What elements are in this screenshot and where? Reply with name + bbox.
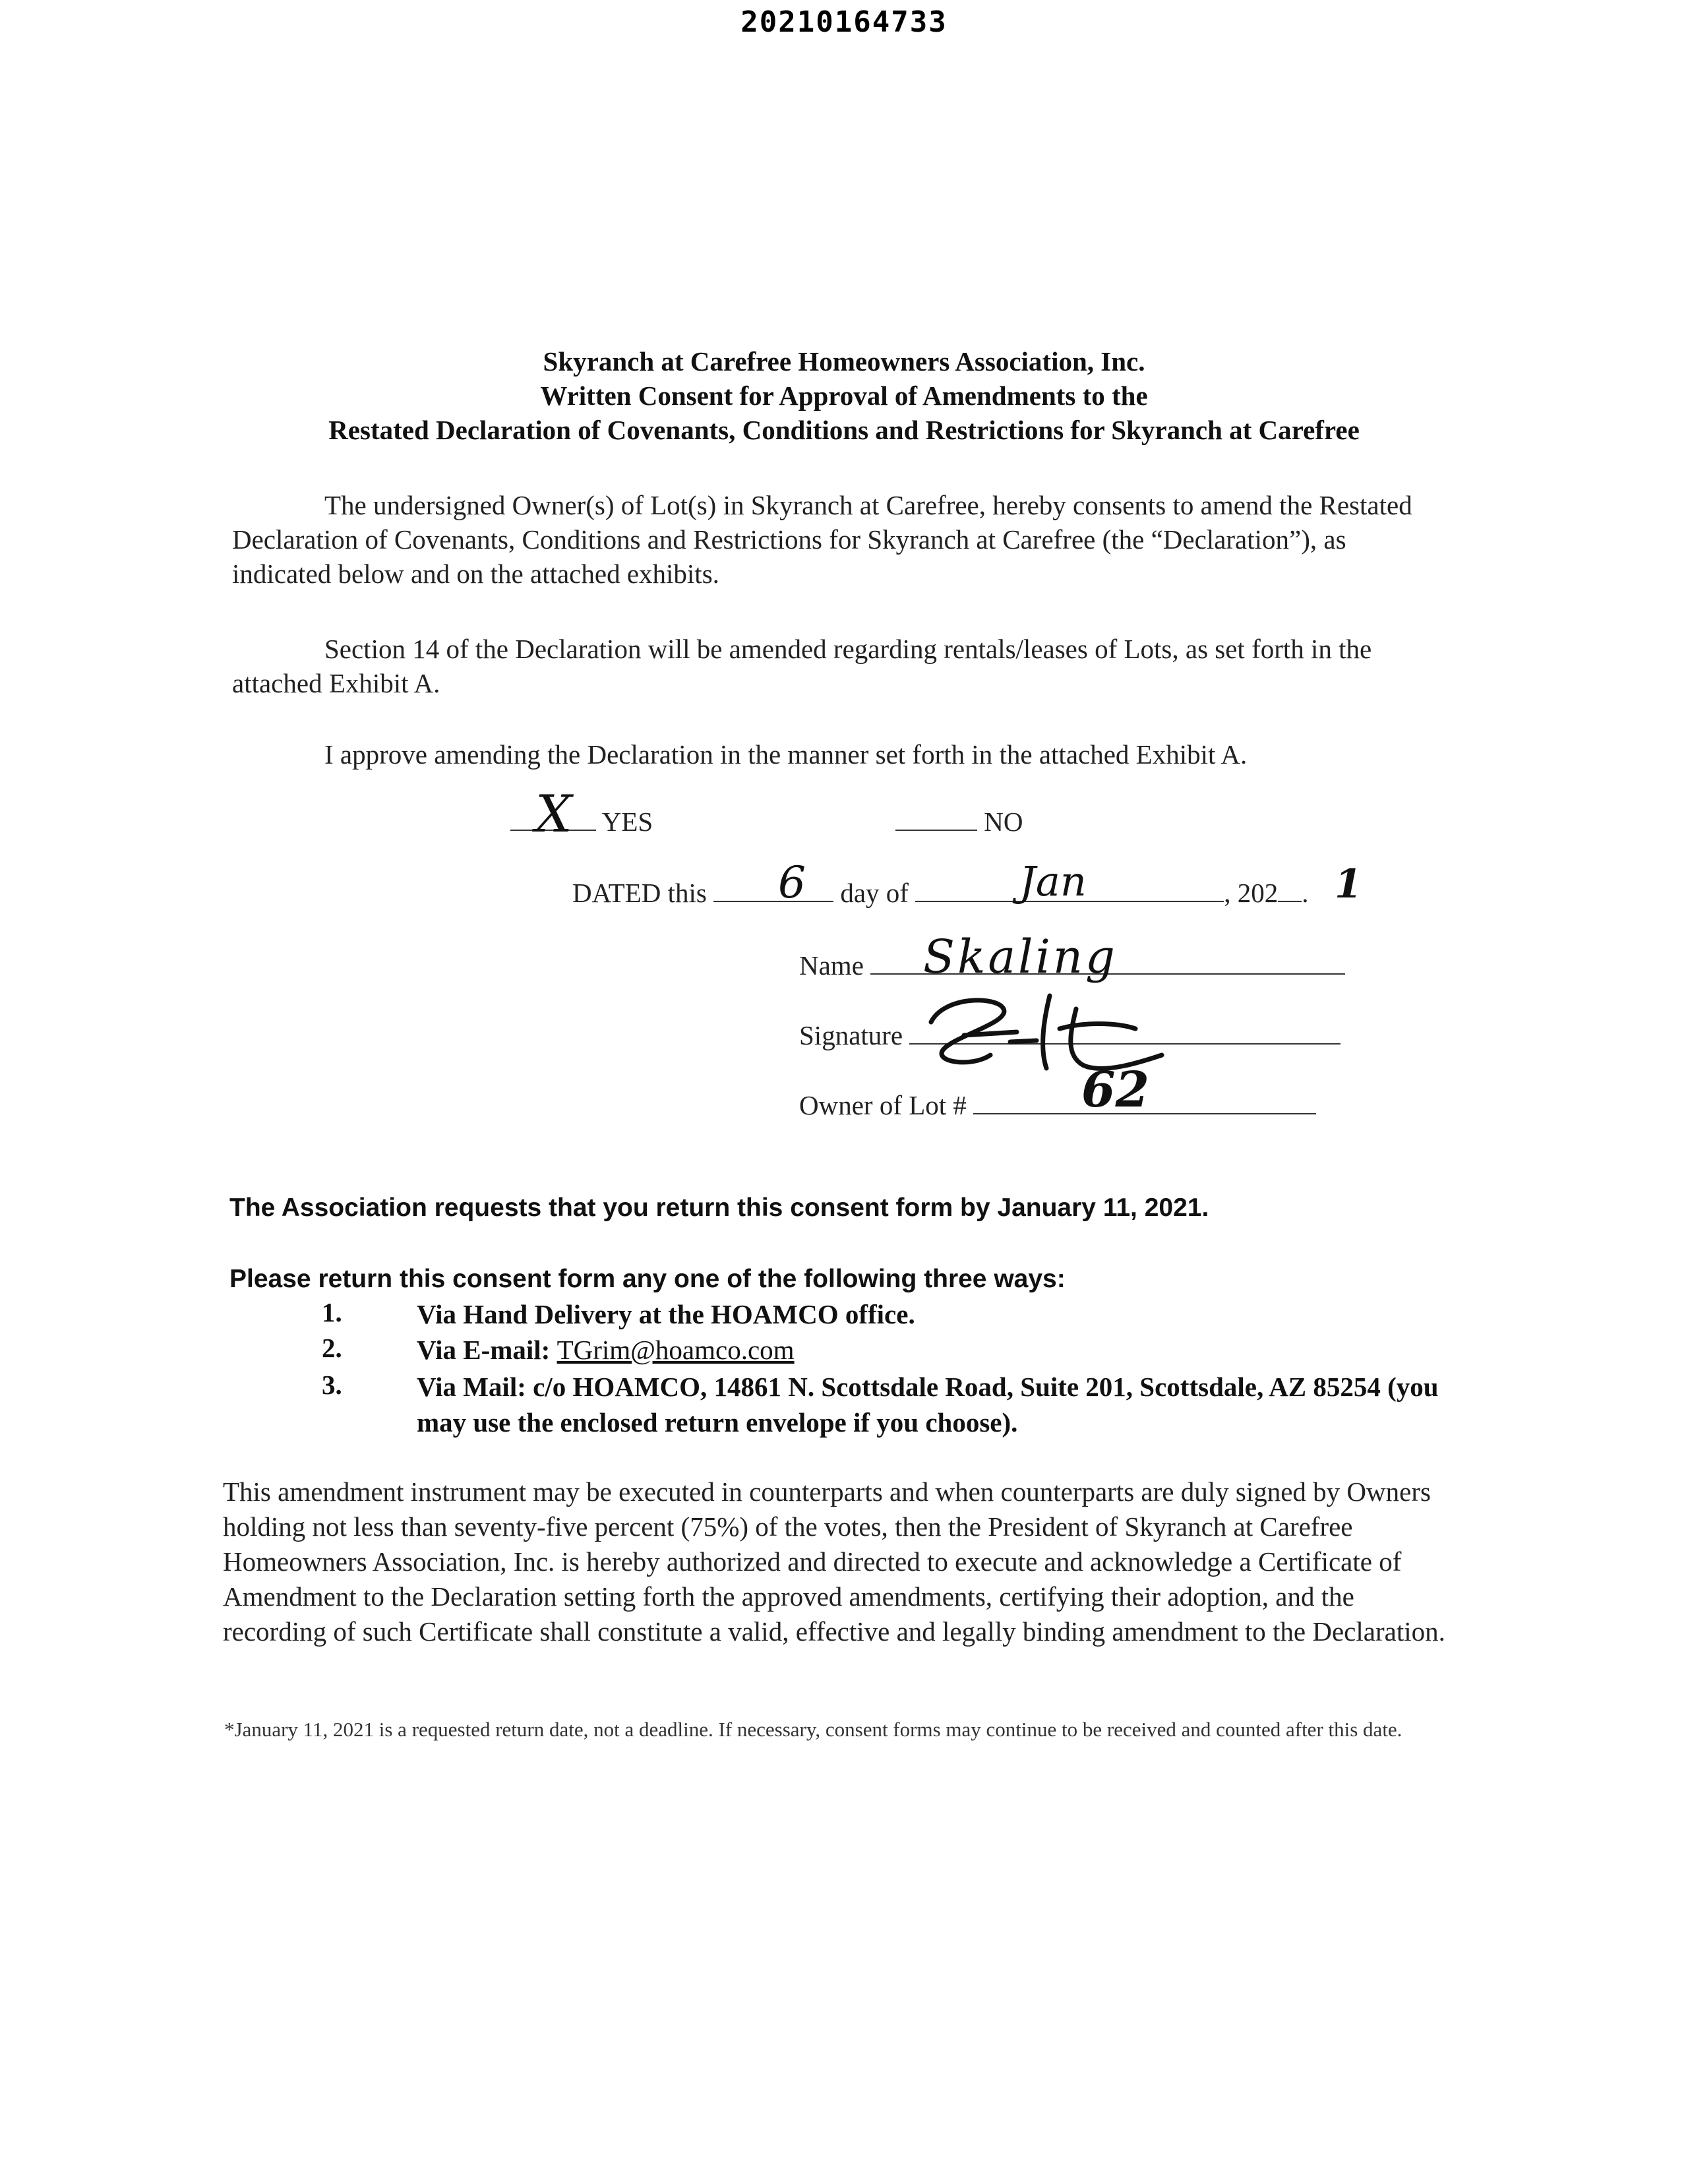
footnote: *January 11, 2021 is a requested return date, not a deadline. If necessary, consent forms may continue to be received and counted after this date. <box>224 1718 1402 1741</box>
day-handwritten: 6 <box>778 857 806 908</box>
email-link[interactable]: TGrim@hoamco.com <box>557 1335 795 1365</box>
list-item <box>322 1332 1482 1372</box>
year-suffix: . <box>1302 878 1309 908</box>
list-number: 3. <box>322 1370 342 1400</box>
no-option[interactable] <box>895 806 1023 837</box>
section-paragraph: Section 14 of the Declaration will be amended regarding rentals/leases of Lots, as set forth in the attached Exhibit A. <box>232 634 1372 698</box>
name-label: Name <box>799 950 864 981</box>
counterparts-paragraph: This amendment instrument may be executed in counterparts and when counterparts are duly signed by Owners holding not less than seventy-five percent (75%) of the votes, then the President of Skyranch at Carefree Homeowners Association, Inc. is hereby authorized and directed to execute and acknowledge a Certificate of Amendment to the Declaration setting forth the approved amendments, certifying their adoption, and the recording of such Certificate shall constitute a valid, effective and legally binding amendment to the Declaration. <box>223 1476 1445 1647</box>
request-notice: The Association requests that you return this consent form by January 11, 2021. <box>229 1194 1209 1222</box>
list-text: Via Mail: c/o HOAMCO, 14861 N. Scottsdale Road, Suite 201, Scottsdale, AZ 85254 (you may use the enclosed return envelope if you choose). <box>417 1372 1439 1438</box>
intro-paragraph: The undersigned Owner(s) of Lot(s) in Skyranch at Carefree, hereby consents to amend the Restated Declaration of Covenants, Conditions and Restrictions for Skyranch at Carefree (the “Declaration”), as indicated below and on the attached exhibits. <box>232 490 1412 589</box>
return-heading: Please return this consent form any one of the following three ways: <box>229 1265 1066 1293</box>
day-of-label: day of <box>840 878 909 908</box>
list-text: Via Hand Delivery at the HOAMCO office. <box>417 1299 915 1329</box>
list-text <box>417 1332 1472 1368</box>
approve-statement: I approve amending the Declaration in the manner set forth in the attached Exhibit A. <box>324 739 1248 770</box>
lot-handwritten: 62 <box>1081 1062 1149 1118</box>
list-item <box>322 1369 1482 1448</box>
yes-option[interactable] <box>510 806 653 837</box>
no-label: NO <box>984 806 1023 837</box>
title-line-3: Restated Declaration of Covenants, Conditions and Restrictions for Skyranch at Carefree <box>328 415 1360 445</box>
year-handwritten: 1 <box>1335 861 1362 907</box>
lot-label: Owner of Lot # <box>799 1090 967 1120</box>
recording-number: 20210164733 <box>740 5 948 39</box>
list-number: 1. <box>322 1297 342 1327</box>
no-blank[interactable] <box>895 827 977 831</box>
signature-label: Signature <box>799 1020 903 1050</box>
yes-checkmark: X <box>535 785 572 844</box>
year-field[interactable] <box>1278 898 1302 902</box>
dated-line <box>572 877 1308 909</box>
yes-label: YES <box>601 806 653 837</box>
title-line-1: Skyranch at Carefree Homeowners Association, Inc. <box>543 346 1145 377</box>
list-item <box>322 1296 1482 1336</box>
document-title <box>0 344 1688 447</box>
list-number: 2. <box>322 1333 342 1363</box>
title-line-2: Written Consent for Approval of Amendments to the <box>540 380 1148 411</box>
name-handwritten: Skaling <box>923 930 1118 984</box>
month-handwritten: Jan <box>1019 857 1087 905</box>
year-prefix: , 202 <box>1224 878 1279 908</box>
day-field[interactable] <box>713 898 833 902</box>
dated-prefix: DATED this <box>572 878 707 908</box>
email-prefix: Via E-mail: <box>417 1335 557 1365</box>
lot-row <box>799 1089 1316 1121</box>
